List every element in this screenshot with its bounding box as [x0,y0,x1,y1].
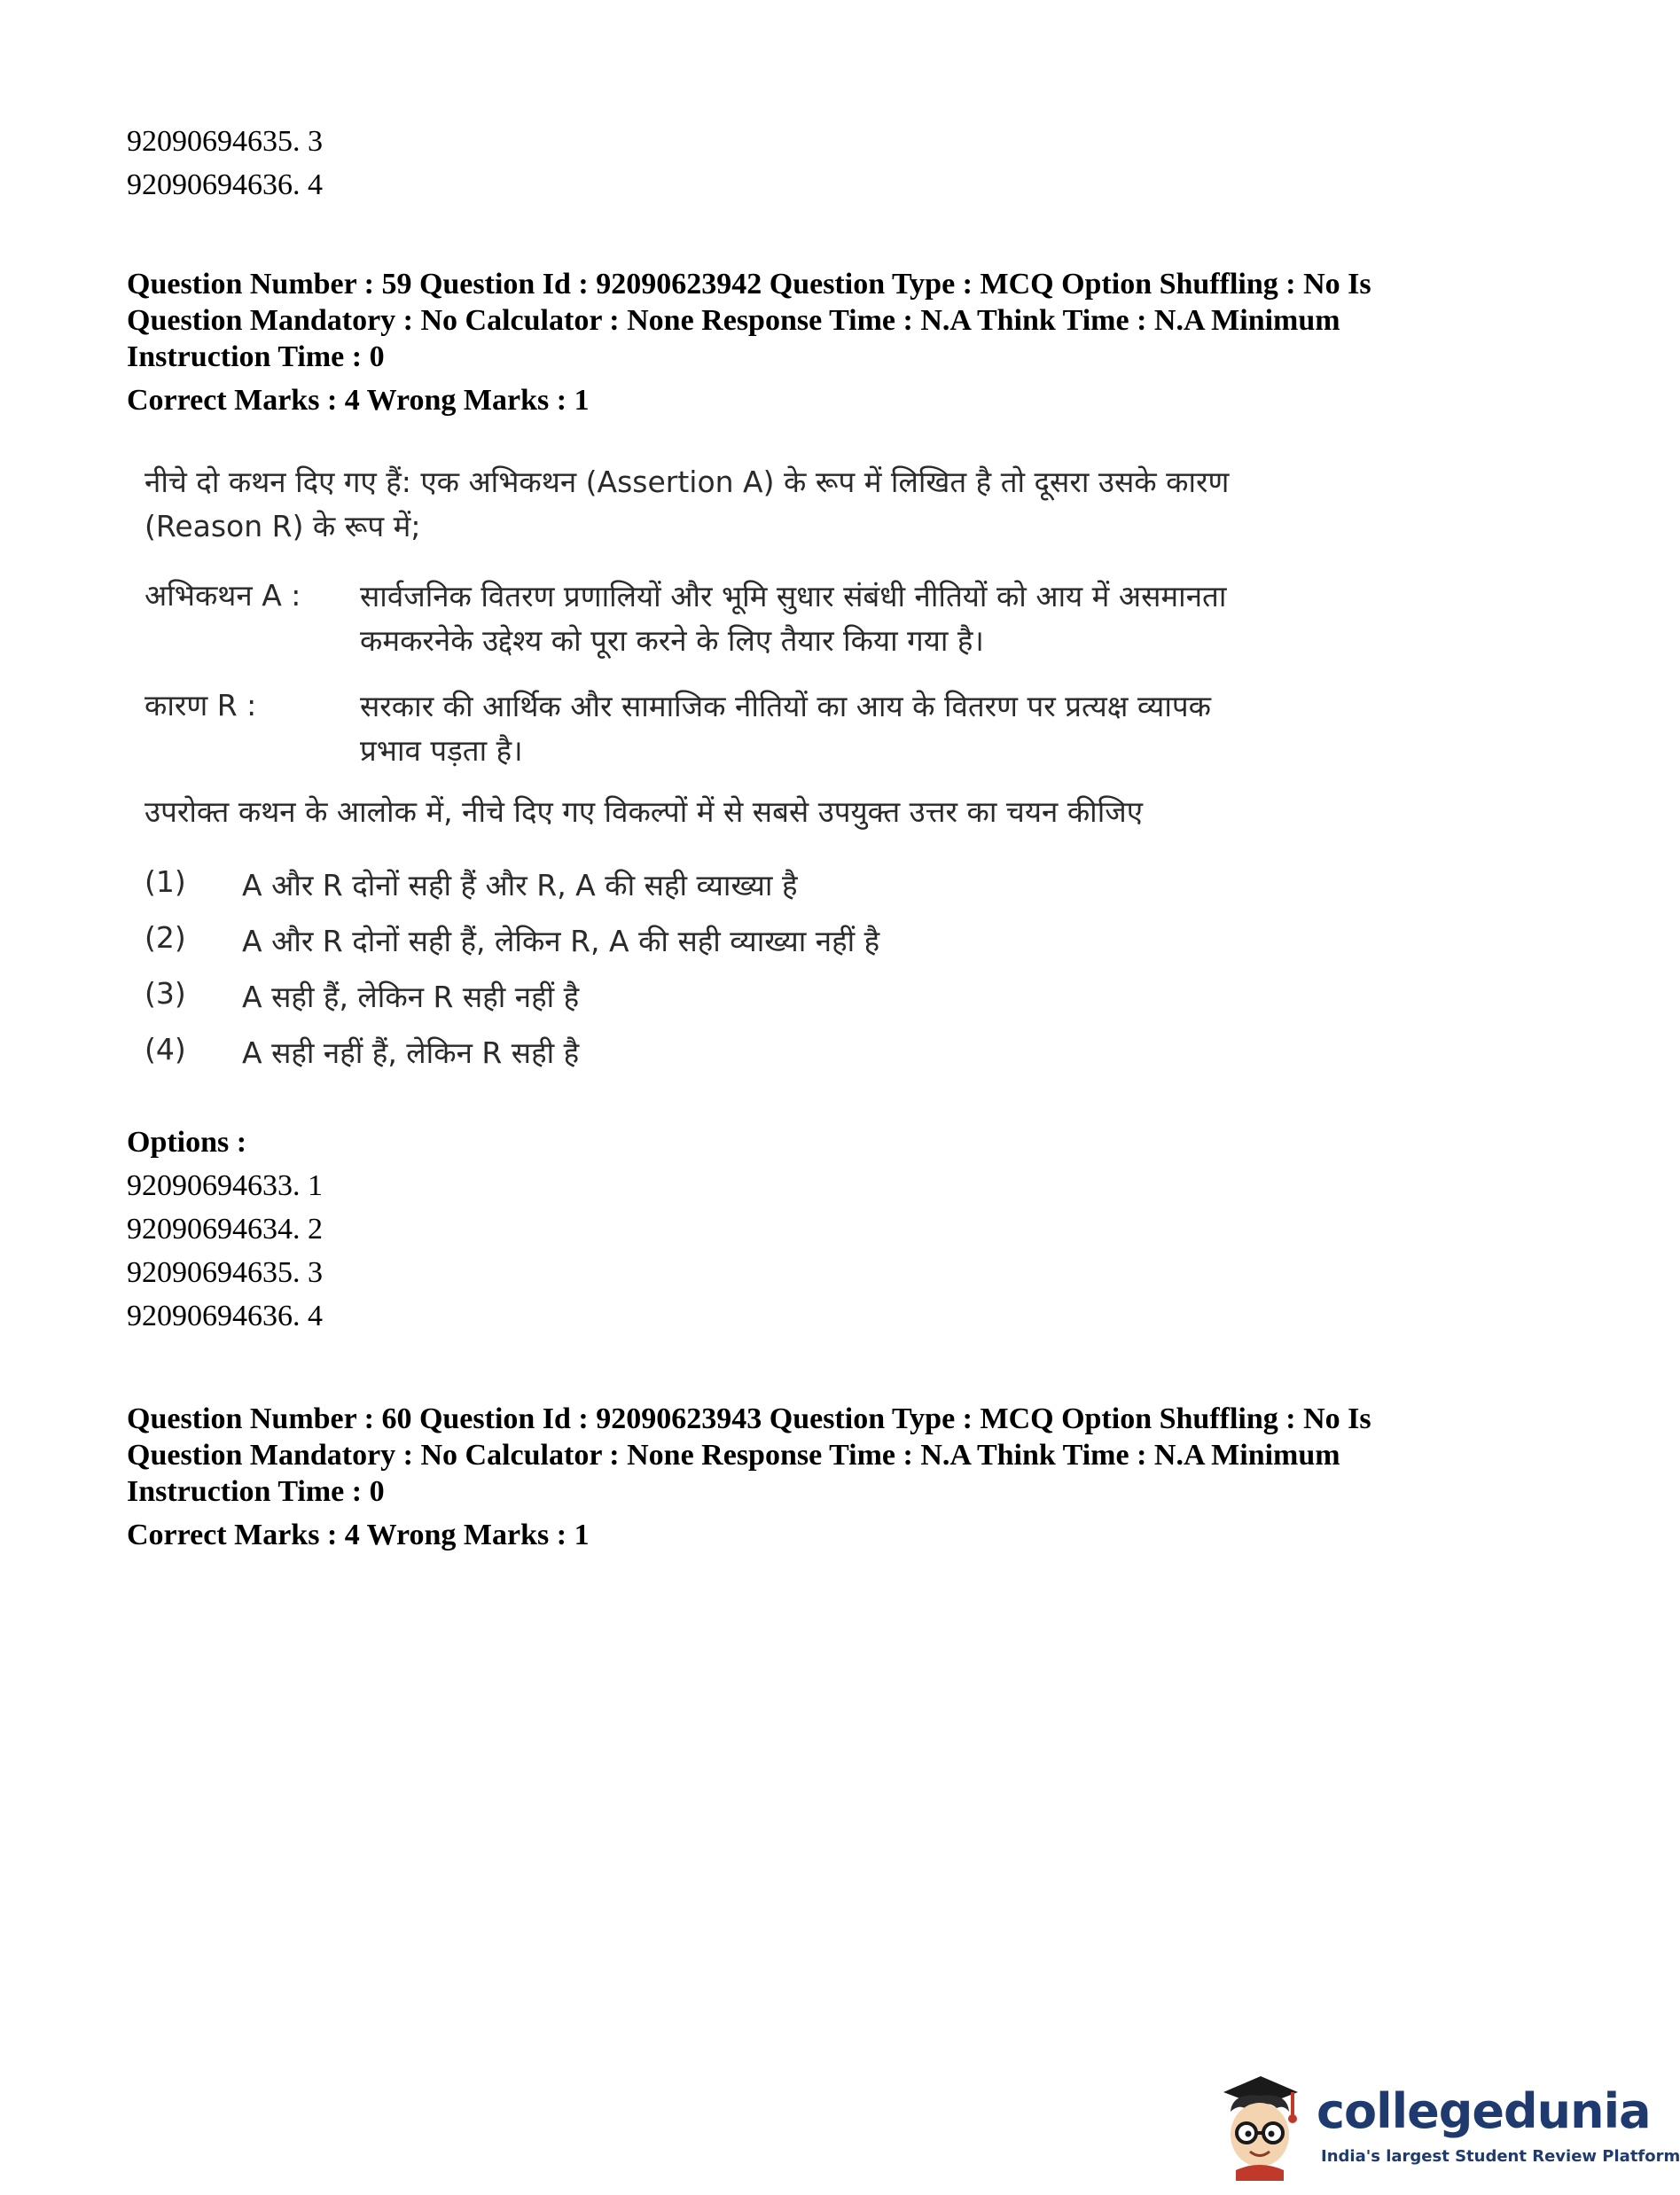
reason-text [360,684,1557,773]
q59-meta-line1: Question Number : 59 Question Id : 92090623942 Question Type : MCQ Option Shuffling : No Is [127,268,1371,301]
q59-marks: Correct Marks : 4 Wrong Marks : 1 [127,384,590,417]
reason-line2: प्रभाव पड़ता है। [360,733,523,768]
q59-option-4: 92090694636. 4 [127,1300,323,1332]
q60-meta-line1: Question Number : 60 Question Id : 92090623943 Question Type : MCQ Option Shuffling : No Is [127,1402,1371,1435]
choice-number: (2) [145,920,186,955]
q60-meta-line2: Question Mandatory : No Calculator : None Response Time : N.A Think Time : N.A Minimum [127,1439,1340,1472]
choice-text: A और R दोनों सही हैं और R, A की सही व्याख्या है [242,868,798,902]
q59-intro-line2: (Reason R) के रूप में; [145,509,421,543]
q60-meta-line3: Instruction Time : 0 [127,1475,385,1508]
q59-meta-line3: Instruction Time : 0 [127,340,385,373]
prev-option-4: 92090694636. 4 [127,168,323,201]
prev-option-3: 92090694635. 3 [127,125,323,158]
assertion-line2: कमकरनेके उद्देश्य को पूरा करने के लिए तैयार किया गया है। [360,623,984,658]
q59-instruction: उपरोक्त कथन के आलोक में, नीचे दिए गए विकल्पों में से सबसे उपयुक्त उत्तर का चयन कीजिए [145,794,1143,829]
logo-wordmark: collegedunia [1317,2083,1651,2139]
q60-meta [127,1401,1492,1510]
assertion-label: अभिकथन A : [145,578,301,613]
assertion-line1: सार्वजनिक वितरण प्रणालियों और भूमि सुधार संबंधी नीतियों को आय में असमानता [360,579,1227,613]
q59-options-heading: Options : [127,1126,247,1159]
choice-text: A सही नहीं हैं, लेकिन R सही है [242,1035,580,1070]
q60-marks: Correct Marks : 4 Wrong Marks : 1 [127,1519,590,1551]
collegedunia-logo[interactable] [1206,2066,1680,2181]
reason-line1: सरकार की आर्थिक और सामाजिक नीतियों का आय के वितरण पर प्रत्यक्ष व्यापक [360,689,1211,723]
q59-meta-line2: Question Mandatory : No Calculator : None Response Time : N.A Think Time : N.A Minimum [127,304,1340,337]
q59-option-3: 92090694635. 3 [127,1256,323,1289]
choice-text: A और R दोनों सही हैं, लेकिन R, A की सही व्याख्या नहीं है [242,924,880,958]
q59-option-2: 92090694634. 2 [127,1213,323,1246]
q59-option-1: 92090694633. 1 [127,1169,323,1202]
q59-meta [127,266,1492,375]
q59-question-image [145,461,1439,1082]
logo-tagline: India's largest Student Review Platform [1321,2147,1680,2166]
choice-number: (1) [145,864,186,899]
mascot-icon [1206,2066,1312,2181]
reason-label: कारण R : [145,688,257,723]
choice-number: (3) [145,976,186,1011]
choice-text: A सही हैं, लेकिन R सही नहीं है [242,980,580,1014]
assertion-text [360,574,1557,663]
choice-number: (4) [145,1032,186,1066]
q59-intro-line1: नीचे दो कथन दिए गए हैं: एक अभिकथन (Assertion A) के रूप में लिखित है तो दूसरा उसके कारण [145,465,1230,499]
